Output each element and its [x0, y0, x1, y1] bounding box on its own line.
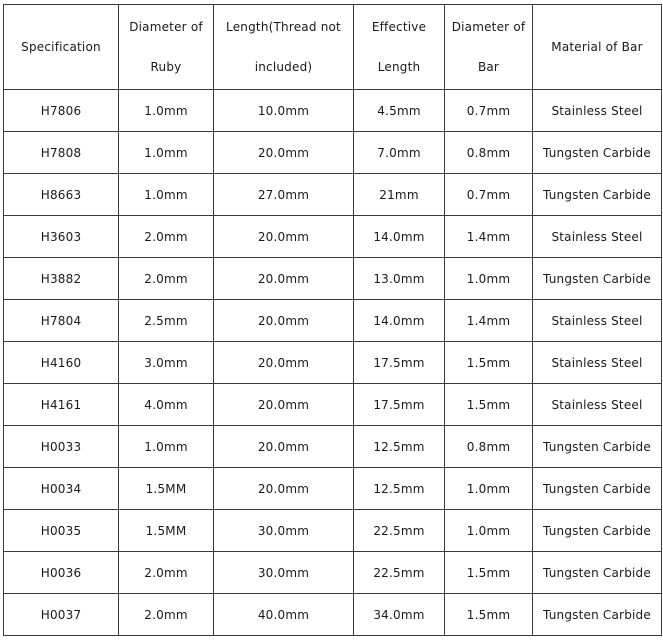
table-row [4, 384, 662, 426]
cell-effective-length: 17.5mm [354, 384, 445, 426]
cell-diameter-of-bar: 1.4mm [445, 216, 533, 258]
cell-length: 20.0mm [214, 342, 354, 384]
table-row [4, 90, 662, 132]
cell-material-of-bar: Tungsten Carbide [533, 132, 662, 174]
cell-material-of-bar: Tungsten Carbide [533, 468, 662, 510]
cell-effective-length: 12.5mm [354, 426, 445, 468]
cell-effective-length: 17.5mm [354, 342, 445, 384]
cell-material-of-bar: Stainless Steel [533, 300, 662, 342]
cell-length: 40.0mm [214, 594, 354, 636]
cell-length: 20.0mm [214, 426, 354, 468]
cell-length: 27.0mm [214, 174, 354, 216]
cell-diameter-of-ruby: 2.0mm [119, 216, 214, 258]
cell-material-of-bar: Tungsten Carbide [533, 174, 662, 216]
cell-diameter-of-ruby: 1.0mm [119, 426, 214, 468]
cell-effective-length: 21mm [354, 174, 445, 216]
cell-specification: H4160 [4, 342, 119, 384]
cell-specification: H3882 [4, 258, 119, 300]
cell-material-of-bar: Tungsten Carbide [533, 594, 662, 636]
cell-diameter-of-bar: 1.5mm [445, 552, 533, 594]
cell-diameter-of-bar: 0.7mm [445, 90, 533, 132]
cell-diameter-of-ruby: 4.0mm [119, 384, 214, 426]
cell-specification: H3603 [4, 216, 119, 258]
cell-diameter-of-bar: 0.8mm [445, 426, 533, 468]
specification-table [3, 4, 662, 636]
cell-material-of-bar: Tungsten Carbide [533, 552, 662, 594]
cell-specification: H0033 [4, 426, 119, 468]
cell-length: 20.0mm [214, 384, 354, 426]
cell-diameter-of-ruby: 3.0mm [119, 342, 214, 384]
header-specification: Specification [4, 5, 119, 90]
cell-specification: H0035 [4, 510, 119, 552]
cell-diameter-of-bar: 0.8mm [445, 132, 533, 174]
table-row [4, 300, 662, 342]
cell-material-of-bar: Stainless Steel [533, 216, 662, 258]
cell-diameter-of-ruby: 2.0mm [119, 258, 214, 300]
cell-material-of-bar: Stainless Steel [533, 90, 662, 132]
cell-effective-length: 12.5mm [354, 468, 445, 510]
cell-specification: H7806 [4, 90, 119, 132]
cell-diameter-of-ruby: 1.0mm [119, 132, 214, 174]
cell-material-of-bar: Stainless Steel [533, 342, 662, 384]
cell-length: 10.0mm [214, 90, 354, 132]
cell-diameter-of-bar: 0.7mm [445, 174, 533, 216]
cell-diameter-of-ruby: 1.0mm [119, 90, 214, 132]
cell-specification: H0037 [4, 594, 119, 636]
cell-diameter-of-ruby: 1.5MM [119, 510, 214, 552]
header-row [4, 5, 662, 90]
cell-length: 30.0mm [214, 552, 354, 594]
cell-diameter-of-bar: 1.0mm [445, 468, 533, 510]
header-effective-length: Effective Length [354, 5, 445, 90]
table-header [4, 5, 662, 90]
cell-effective-length: 7.0mm [354, 132, 445, 174]
cell-effective-length: 22.5mm [354, 552, 445, 594]
cell-material-of-bar: Tungsten Carbide [533, 426, 662, 468]
header-material-of-bar: Material of Bar [533, 5, 662, 90]
cell-material-of-bar: Tungsten Carbide [533, 258, 662, 300]
cell-specification: H8663 [4, 174, 119, 216]
cell-specification: H0034 [4, 468, 119, 510]
table-row [4, 216, 662, 258]
cell-effective-length: 22.5mm [354, 510, 445, 552]
cell-diameter-of-bar: 1.5mm [445, 594, 533, 636]
header-diameter-of-bar: Diameter of Bar [445, 5, 533, 90]
cell-diameter-of-ruby: 2.0mm [119, 594, 214, 636]
cell-effective-length: 14.0mm [354, 216, 445, 258]
table-row [4, 468, 662, 510]
cell-material-of-bar: Tungsten Carbide [533, 510, 662, 552]
cell-material-of-bar: Stainless Steel [533, 384, 662, 426]
cell-length: 30.0mm [214, 510, 354, 552]
table-row [4, 510, 662, 552]
table-row [4, 174, 662, 216]
table-body [4, 90, 662, 636]
cell-specification: H7808 [4, 132, 119, 174]
header-length: Length(Thread not included) [214, 5, 354, 90]
cell-diameter-of-ruby: 2.5mm [119, 300, 214, 342]
table-row [4, 594, 662, 636]
table-row [4, 132, 662, 174]
cell-diameter-of-bar: 1.5mm [445, 342, 533, 384]
cell-specification: H0036 [4, 552, 119, 594]
cell-length: 20.0mm [214, 300, 354, 342]
cell-length: 20.0mm [214, 468, 354, 510]
cell-length: 20.0mm [214, 258, 354, 300]
cell-diameter-of-bar: 1.4mm [445, 300, 533, 342]
cell-length: 20.0mm [214, 216, 354, 258]
cell-effective-length: 34.0mm [354, 594, 445, 636]
table-row [4, 426, 662, 468]
cell-effective-length: 4.5mm [354, 90, 445, 132]
cell-diameter-of-bar: 1.0mm [445, 510, 533, 552]
table-row [4, 552, 662, 594]
cell-length: 20.0mm [214, 132, 354, 174]
table-row [4, 342, 662, 384]
cell-specification: H4161 [4, 384, 119, 426]
cell-diameter-of-bar: 1.0mm [445, 258, 533, 300]
cell-diameter-of-ruby: 1.5MM [119, 468, 214, 510]
table-row [4, 258, 662, 300]
cell-specification: H7804 [4, 300, 119, 342]
cell-diameter-of-ruby: 1.0mm [119, 174, 214, 216]
cell-effective-length: 13.0mm [354, 258, 445, 300]
header-diameter-of-ruby: Diameter of Ruby [119, 5, 214, 90]
cell-diameter-of-ruby: 2.0mm [119, 552, 214, 594]
cell-effective-length: 14.0mm [354, 300, 445, 342]
cell-diameter-of-bar: 1.5mm [445, 384, 533, 426]
